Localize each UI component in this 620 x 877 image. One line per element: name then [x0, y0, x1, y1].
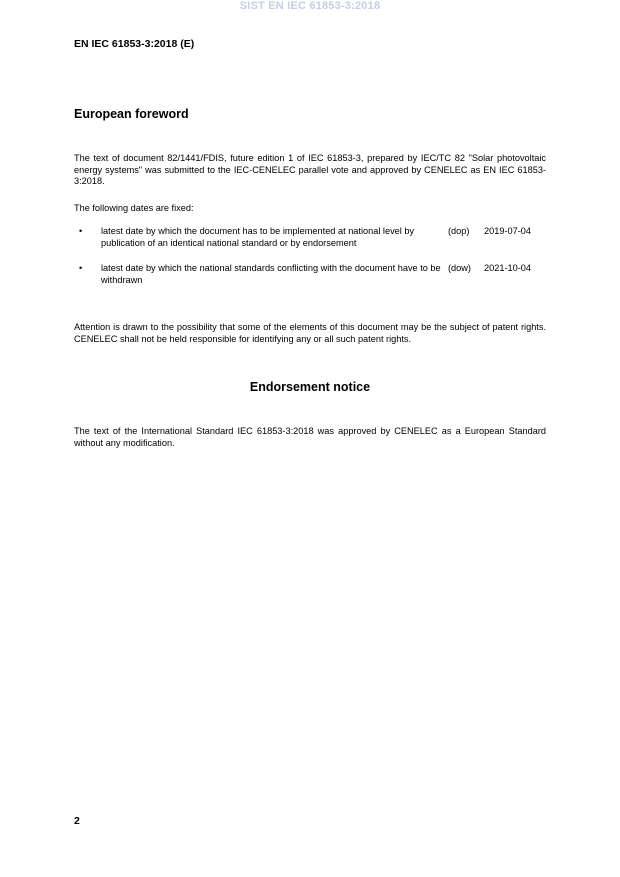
date-item-date: 2021-10-04 — [484, 263, 531, 273]
date-item-text: latest date by which the document has to be implemented at national level by publication of an identical national standard or by endorsement — [101, 226, 415, 248]
patent-paragraph: Attention is drawn to the possibility that some of the elements of this document may be the subject of patent rights. CENELEC shall not be held responsible for identifying any or all such patent rights. — [74, 322, 546, 344]
date-item-code: (dow) — [448, 263, 471, 273]
document-id-header: EN IEC 61853-3:2018 (E) — [74, 38, 195, 50]
endorsement-heading: Endorsement notice — [249, 380, 371, 394]
bullet-icon: • — [79, 263, 83, 273]
endorsement-paragraph: The text of the International Standard IEC 61853-3:2018 was approved by CENELEC as a European Standard without any modification. — [74, 426, 546, 448]
page-number: 2 — [74, 815, 80, 827]
bullet-icon: • — [79, 226, 83, 236]
foreword-paragraph-2: The following dates are fixed: — [74, 203, 194, 213]
watermark: SIST EN IEC 61853-3:2018 — [239, 0, 381, 12]
foreword-heading: European foreword — [74, 107, 189, 121]
date-item-text: latest date by which the national standards conflicting with the document have to be withdrawn — [101, 263, 441, 285]
date-item-date: 2019-07-04 — [484, 226, 531, 236]
foreword-paragraph-1: The text of document 82/1441/FDIS, future edition 1 of IEC 61853-3, prepared by IEC/TC 82 "Solar photovoltaic energy systems" was submitted to the IEC-CENELEC parallel vote and approved by CENELEC as EN IEC 61853-3:2018. — [74, 153, 546, 186]
date-item-code: (dop) — [448, 226, 470, 236]
